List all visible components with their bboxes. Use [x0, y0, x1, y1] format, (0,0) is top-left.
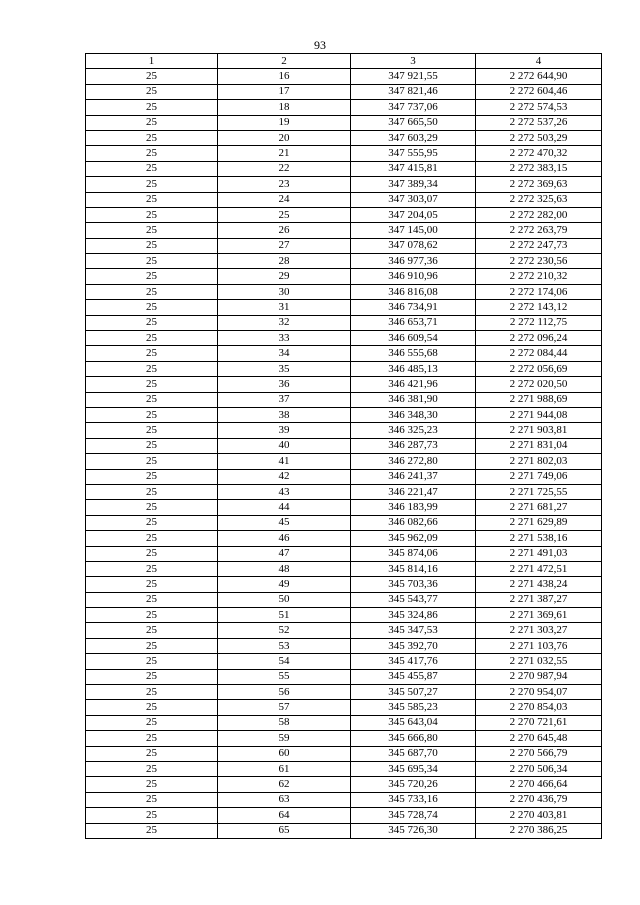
col-3-cell: 347 555,95	[351, 146, 476, 161]
table-row	[86, 531, 602, 546]
col-4-cell: 2 271 491,03	[476, 546, 602, 561]
table-row	[86, 207, 602, 222]
col-3-cell: 346 381,90	[351, 392, 476, 407]
col-2-cell: 22	[218, 161, 351, 176]
col-1-cell: 25	[86, 792, 218, 807]
col-1-cell: 25	[86, 392, 218, 407]
col-2-cell: 47	[218, 546, 351, 561]
col-4-cell: 2 270 854,03	[476, 700, 602, 715]
col-2-cell: 34	[218, 346, 351, 361]
table-row	[86, 407, 602, 422]
col-4-cell: 2 272 537,26	[476, 115, 602, 130]
col-3-cell: 346 272,80	[351, 454, 476, 469]
col-2-cell: 51	[218, 608, 351, 623]
col-1-cell: 25	[86, 484, 218, 499]
table-row	[86, 761, 602, 776]
col-1-cell: 25	[86, 531, 218, 546]
col-1-cell: 25	[86, 454, 218, 469]
col-1-cell: 25	[86, 438, 218, 453]
col-3-cell: 346 734,91	[351, 300, 476, 315]
table-row	[86, 808, 602, 823]
col-3-cell: 346 241,37	[351, 469, 476, 484]
col-3-cell: 345 962,09	[351, 531, 476, 546]
col-4-cell: 2 271 944,08	[476, 407, 602, 422]
table-row	[86, 238, 602, 253]
col-4-cell: 2 271 032,55	[476, 654, 602, 669]
col-4-cell: 2 270 436,79	[476, 792, 602, 807]
col-3-cell: 346 221,47	[351, 484, 476, 499]
col-3-cell: 345 585,23	[351, 700, 476, 715]
col-4-cell: 2 272 084,44	[476, 346, 602, 361]
table-row	[86, 654, 602, 669]
col-1-cell: 25	[86, 207, 218, 222]
col-2-cell: 41	[218, 454, 351, 469]
col-2-cell: 55	[218, 669, 351, 684]
col-4-cell: 2 270 466,64	[476, 777, 602, 792]
col-4-cell: 2 271 831,04	[476, 438, 602, 453]
col-3-cell: 346 325,23	[351, 423, 476, 438]
col-1-cell: 25	[86, 577, 218, 592]
col-2-cell: 29	[218, 269, 351, 284]
col-1-cell: 25	[86, 146, 218, 161]
header-cell-1: 1	[86, 54, 218, 69]
col-4-cell: 2 271 303,27	[476, 623, 602, 638]
col-2-cell: 37	[218, 392, 351, 407]
col-2-cell: 40	[218, 438, 351, 453]
col-4-cell: 2 272 230,56	[476, 254, 602, 269]
col-1-cell: 25	[86, 777, 218, 792]
col-2-cell: 33	[218, 331, 351, 346]
col-1-cell: 25	[86, 546, 218, 561]
col-3-cell: 345 726,30	[351, 823, 476, 838]
col-2-cell: 42	[218, 469, 351, 484]
table-row	[86, 130, 602, 145]
col-3-cell: 346 421,96	[351, 377, 476, 392]
col-3-cell: 346 977,36	[351, 254, 476, 269]
col-2-cell: 19	[218, 115, 351, 130]
table-row	[86, 546, 602, 561]
table-row	[86, 623, 602, 638]
col-3-cell: 347 921,55	[351, 69, 476, 84]
col-1-cell: 25	[86, 808, 218, 823]
col-1-cell: 25	[86, 500, 218, 515]
col-2-cell: 49	[218, 577, 351, 592]
table-row	[86, 715, 602, 730]
col-3-cell: 345 417,76	[351, 654, 476, 669]
col-4-cell: 2 272 369,63	[476, 177, 602, 192]
col-2-cell: 48	[218, 561, 351, 576]
col-4-cell: 2 272 503,29	[476, 130, 602, 145]
col-1-cell: 25	[86, 823, 218, 838]
col-3-cell: 347 821,46	[351, 84, 476, 99]
header-cell-4: 4	[476, 54, 602, 69]
col-3-cell: 345 507,27	[351, 685, 476, 700]
col-1-cell: 25	[86, 700, 218, 715]
col-1-cell: 25	[86, 654, 218, 669]
col-4-cell: 2 272 644,90	[476, 69, 602, 84]
col-1-cell: 25	[86, 223, 218, 238]
col-4-cell: 2 271 681,27	[476, 500, 602, 515]
col-1-cell: 25	[86, 161, 218, 176]
col-1-cell: 25	[86, 69, 218, 84]
table-row	[86, 438, 602, 453]
col-4-cell: 2 270 403,81	[476, 808, 602, 823]
col-2-cell: 58	[218, 715, 351, 730]
col-1-cell: 25	[86, 423, 218, 438]
col-4-cell: 2 271 103,76	[476, 638, 602, 653]
col-4-cell: 2 270 566,79	[476, 746, 602, 761]
col-3-cell: 347 389,34	[351, 177, 476, 192]
col-1-cell: 25	[86, 115, 218, 130]
col-4-cell: 2 271 749,06	[476, 469, 602, 484]
col-4-cell: 2 270 506,34	[476, 761, 602, 776]
table-header	[86, 54, 602, 69]
col-2-cell: 35	[218, 361, 351, 376]
table-row	[86, 192, 602, 207]
col-1-cell: 25	[86, 254, 218, 269]
table-row	[86, 700, 602, 715]
table-row	[86, 561, 602, 576]
col-4-cell: 2 271 988,69	[476, 392, 602, 407]
table-row	[86, 84, 602, 99]
table-row	[86, 731, 602, 746]
col-1-cell: 25	[86, 469, 218, 484]
table-row	[86, 392, 602, 407]
table-row	[86, 746, 602, 761]
col-4-cell: 2 270 386,25	[476, 823, 602, 838]
col-4-cell: 2 272 143,12	[476, 300, 602, 315]
col-2-cell: 45	[218, 515, 351, 530]
table-row	[86, 223, 602, 238]
col-1-cell: 25	[86, 192, 218, 207]
col-2-cell: 26	[218, 223, 351, 238]
col-4-cell: 2 270 721,61	[476, 715, 602, 730]
coordinates-table	[85, 53, 602, 839]
table-row	[86, 823, 602, 838]
col-1-cell: 25	[86, 300, 218, 315]
col-4-cell: 2 271 629,89	[476, 515, 602, 530]
col-4-cell: 2 272 112,75	[476, 315, 602, 330]
col-2-cell: 63	[218, 792, 351, 807]
col-2-cell: 38	[218, 407, 351, 422]
col-1-cell: 25	[86, 361, 218, 376]
col-2-cell: 43	[218, 484, 351, 499]
table-row	[86, 638, 602, 653]
col-2-cell: 17	[218, 84, 351, 99]
col-3-cell: 345 392,70	[351, 638, 476, 653]
col-3-cell: 346 287,73	[351, 438, 476, 453]
col-2-cell: 23	[218, 177, 351, 192]
table-row	[86, 315, 602, 330]
col-2-cell: 59	[218, 731, 351, 746]
col-3-cell: 346 082,66	[351, 515, 476, 530]
col-4-cell: 2 272 325,63	[476, 192, 602, 207]
table-row	[86, 284, 602, 299]
col-3-cell: 346 816,08	[351, 284, 476, 299]
table-row	[86, 577, 602, 592]
table-row	[86, 592, 602, 607]
col-3-cell: 345 695,34	[351, 761, 476, 776]
col-2-cell: 16	[218, 69, 351, 84]
col-4-cell: 2 272 096,24	[476, 331, 602, 346]
col-4-cell: 2 272 574,53	[476, 100, 602, 115]
col-2-cell: 31	[218, 300, 351, 315]
col-3-cell: 345 733,16	[351, 792, 476, 807]
table-row	[86, 177, 602, 192]
page-number: 93	[314, 38, 326, 52]
col-1-cell: 25	[86, 100, 218, 115]
table-row	[86, 454, 602, 469]
col-2-cell: 64	[218, 808, 351, 823]
col-1-cell: 25	[86, 623, 218, 638]
col-1-cell: 25	[86, 608, 218, 623]
col-4-cell: 2 272 263,79	[476, 223, 602, 238]
table-row	[86, 792, 602, 807]
col-2-cell: 36	[218, 377, 351, 392]
col-2-cell: 32	[218, 315, 351, 330]
col-1-cell: 25	[86, 761, 218, 776]
col-2-cell: 21	[218, 146, 351, 161]
col-1-cell: 25	[86, 238, 218, 253]
col-3-cell: 345 874,06	[351, 546, 476, 561]
col-4-cell: 2 271 725,55	[476, 484, 602, 499]
col-3-cell: 346 555,68	[351, 346, 476, 361]
col-4-cell: 2 271 802,03	[476, 454, 602, 469]
col-3-cell: 347 303,07	[351, 192, 476, 207]
col-4-cell: 2 270 954,07	[476, 685, 602, 700]
col-3-cell: 345 728,74	[351, 808, 476, 823]
col-3-cell: 347 145,00	[351, 223, 476, 238]
col-3-cell: 347 204,05	[351, 207, 476, 222]
col-4-cell: 2 271 538,16	[476, 531, 602, 546]
col-1-cell: 25	[86, 315, 218, 330]
col-2-cell: 61	[218, 761, 351, 776]
col-2-cell: 28	[218, 254, 351, 269]
table-row	[86, 515, 602, 530]
col-3-cell: 345 543,77	[351, 592, 476, 607]
col-4-cell: 2 272 282,00	[476, 207, 602, 222]
col-1-cell: 25	[86, 284, 218, 299]
col-3-cell: 345 666,80	[351, 731, 476, 746]
header-cell-3: 3	[351, 54, 476, 69]
col-4-cell: 2 271 472,51	[476, 561, 602, 576]
table-row	[86, 331, 602, 346]
col-3-cell: 347 078,62	[351, 238, 476, 253]
col-2-cell: 18	[218, 100, 351, 115]
col-3-cell: 346 183,99	[351, 500, 476, 515]
table-row	[86, 146, 602, 161]
col-4-cell: 2 271 387,27	[476, 592, 602, 607]
col-3-cell: 346 348,30	[351, 407, 476, 422]
table-row	[86, 69, 602, 84]
col-2-cell: 53	[218, 638, 351, 653]
col-4-cell: 2 272 470,32	[476, 146, 602, 161]
table-row	[86, 423, 602, 438]
col-4-cell: 2 272 020,50	[476, 377, 602, 392]
col-3-cell: 346 653,71	[351, 315, 476, 330]
header-cell-2: 2	[218, 54, 351, 69]
col-1-cell: 25	[86, 407, 218, 422]
col-3-cell: 347 603,29	[351, 130, 476, 145]
col-2-cell: 62	[218, 777, 351, 792]
col-1-cell: 25	[86, 515, 218, 530]
col-3-cell: 346 609,54	[351, 331, 476, 346]
col-1-cell: 25	[86, 269, 218, 284]
col-2-cell: 52	[218, 623, 351, 638]
col-3-cell: 345 324,86	[351, 608, 476, 623]
col-2-cell: 30	[218, 284, 351, 299]
col-2-cell: 25	[218, 207, 351, 222]
table-row	[86, 161, 602, 176]
table-row	[86, 377, 602, 392]
table-row	[86, 777, 602, 792]
col-1-cell: 25	[86, 731, 218, 746]
col-4-cell: 2 272 056,69	[476, 361, 602, 376]
col-3-cell: 345 814,16	[351, 561, 476, 576]
col-4-cell: 2 270 987,94	[476, 669, 602, 684]
col-1-cell: 25	[86, 130, 218, 145]
col-2-cell: 57	[218, 700, 351, 715]
table-row	[86, 346, 602, 361]
col-1-cell: 25	[86, 638, 218, 653]
col-4-cell: 2 271 438,24	[476, 577, 602, 592]
table-row	[86, 685, 602, 700]
table-body	[86, 69, 602, 839]
table-row	[86, 300, 602, 315]
col-2-cell: 65	[218, 823, 351, 838]
col-3-cell: 346 485,13	[351, 361, 476, 376]
col-3-cell: 345 687,70	[351, 746, 476, 761]
col-4-cell: 2 272 210,32	[476, 269, 602, 284]
col-1-cell: 25	[86, 592, 218, 607]
table-row	[86, 254, 602, 269]
col-2-cell: 46	[218, 531, 351, 546]
col-3-cell: 346 910,96	[351, 269, 476, 284]
col-2-cell: 54	[218, 654, 351, 669]
col-3-cell: 345 347,53	[351, 623, 476, 638]
col-2-cell: 44	[218, 500, 351, 515]
col-3-cell: 347 665,50	[351, 115, 476, 130]
table-row	[86, 100, 602, 115]
header-row	[86, 54, 602, 69]
table-row	[86, 500, 602, 515]
col-2-cell: 39	[218, 423, 351, 438]
col-1-cell: 25	[86, 669, 218, 684]
col-1-cell: 25	[86, 377, 218, 392]
col-2-cell: 20	[218, 130, 351, 145]
col-4-cell: 2 272 383,15	[476, 161, 602, 176]
col-1-cell: 25	[86, 685, 218, 700]
col-4-cell: 2 272 247,73	[476, 238, 602, 253]
col-1-cell: 25	[86, 715, 218, 730]
col-2-cell: 60	[218, 746, 351, 761]
col-1-cell: 25	[86, 561, 218, 576]
col-4-cell: 2 271 369,61	[476, 608, 602, 623]
col-4-cell: 2 272 604,46	[476, 84, 602, 99]
table-row	[86, 608, 602, 623]
col-1-cell: 25	[86, 84, 218, 99]
col-1-cell: 25	[86, 346, 218, 361]
col-2-cell: 50	[218, 592, 351, 607]
col-3-cell: 345 643,04	[351, 715, 476, 730]
col-4-cell: 2 271 903,81	[476, 423, 602, 438]
col-3-cell: 345 455,87	[351, 669, 476, 684]
col-4-cell: 2 270 645,48	[476, 731, 602, 746]
col-3-cell: 345 720,26	[351, 777, 476, 792]
col-4-cell: 2 272 174,06	[476, 284, 602, 299]
table-row	[86, 115, 602, 130]
col-3-cell: 347 415,81	[351, 161, 476, 176]
col-2-cell: 27	[218, 238, 351, 253]
col-3-cell: 345 703,36	[351, 577, 476, 592]
col-2-cell: 56	[218, 685, 351, 700]
table-row	[86, 484, 602, 499]
col-3-cell: 347 737,06	[351, 100, 476, 115]
col-1-cell: 25	[86, 177, 218, 192]
col-2-cell: 24	[218, 192, 351, 207]
col-1-cell: 25	[86, 746, 218, 761]
table-row	[86, 469, 602, 484]
table-row	[86, 669, 602, 684]
table-row	[86, 269, 602, 284]
col-1-cell: 25	[86, 331, 218, 346]
table-row	[86, 361, 602, 376]
